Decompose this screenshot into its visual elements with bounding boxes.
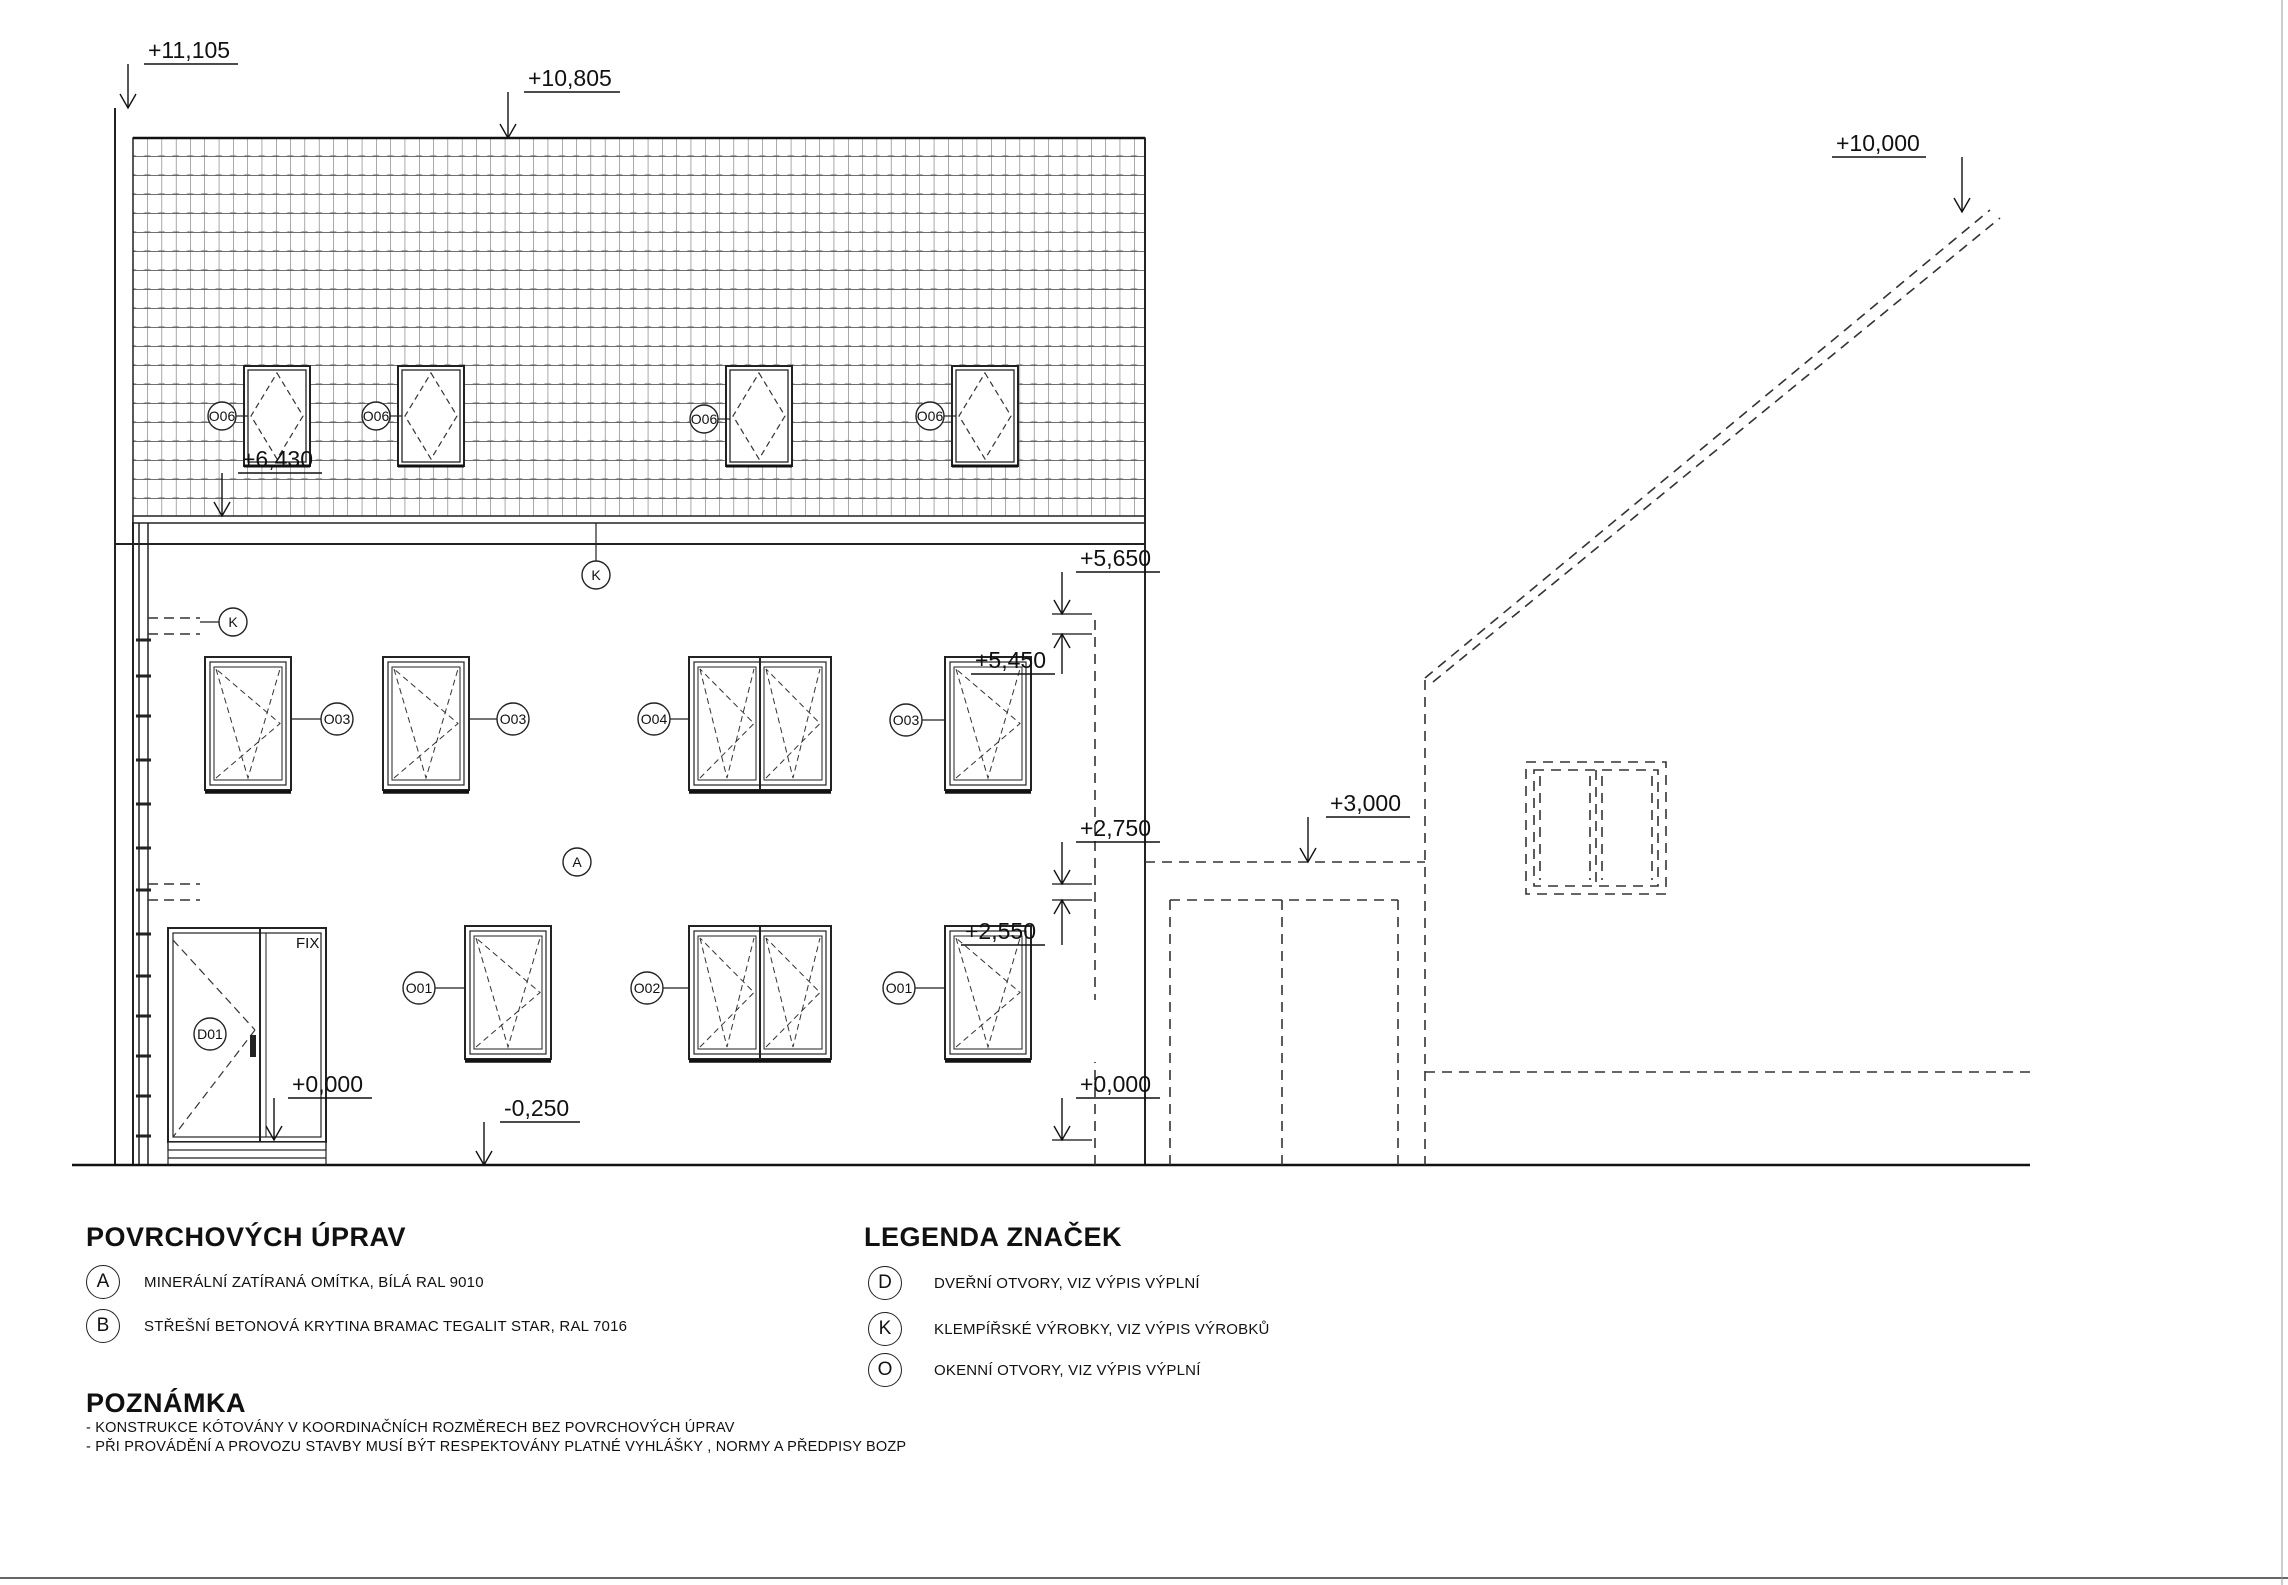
roof-window — [952, 366, 1018, 466]
svg-text:+10,000: +10,000 — [1836, 130, 1920, 156]
element-tag — [890, 704, 945, 736]
svg-text:O01: O01 — [405, 980, 433, 996]
element-tag — [194, 1018, 226, 1050]
legend-text-b: STŘEŠNÍ BETONOVÁ KRYTINA BRAMAC TEGALIT STAR, RAL 7016 — [144, 1317, 628, 1335]
level-marker — [500, 65, 620, 138]
svg-text:+0,000: +0,000 — [1080, 1071, 1151, 1097]
level-marker — [961, 900, 1070, 945]
svg-text:O06: O06 — [690, 411, 718, 427]
surface-legend-title: POVRCHOVÝCH ÚPRAV — [86, 1222, 407, 1252]
legend-key-k: K — [868, 1312, 902, 1346]
double-window — [689, 926, 831, 1061]
level-marker — [971, 634, 1070, 674]
window — [465, 926, 551, 1061]
svg-text:O03: O03 — [499, 711, 527, 727]
legend-key-o: O — [868, 1353, 902, 1387]
svg-text:+2,550: +2,550 — [965, 918, 1036, 944]
level-marker — [1300, 790, 1410, 862]
svg-text:+5,650: +5,650 — [1080, 545, 1151, 571]
legend-text-o: OKENNÍ OTVORY, VIZ VÝPIS VÝPLNÍ — [934, 1361, 1201, 1379]
symbol-legend-title: LEGENDA ZNAČEK — [864, 1222, 1123, 1252]
svg-text:O06: O06 — [208, 408, 236, 424]
legend-text-d: DVEŘNÍ OTVORY, VIZ VÝPIS VÝPLNÍ — [934, 1274, 1200, 1292]
element-tag — [638, 703, 689, 735]
svg-text:+0,000: +0,000 — [292, 1071, 363, 1097]
fix-label: FIX — [296, 935, 320, 952]
legend-key-d: D — [868, 1266, 902, 1300]
element-tag — [883, 972, 945, 1004]
svg-text:-0,250: -0,250 — [504, 1095, 570, 1121]
entrance-door — [168, 928, 326, 1165]
svg-text:O06: O06 — [362, 408, 390, 424]
svg-text:O01: O01 — [885, 980, 913, 996]
svg-text:+11,105: +11,105 — [148, 37, 231, 63]
svg-text:+3,000: +3,000 — [1330, 790, 1401, 816]
svg-text:O04: O04 — [640, 711, 668, 727]
svg-text:+6,430: +6,430 — [242, 446, 313, 472]
svg-text:+5,450: +5,450 — [975, 647, 1046, 673]
svg-text:K: K — [591, 567, 601, 583]
svg-text:O03: O03 — [892, 712, 920, 728]
note-title: POZNÁMKA — [86, 1388, 246, 1418]
roof-window — [398, 366, 464, 466]
element-tag — [403, 972, 465, 1004]
element-tag — [469, 703, 529, 735]
window — [205, 657, 291, 792]
window — [945, 926, 1031, 1061]
legend-text-a: MINERÁLNÍ ZATÍRANÁ OMÍTKA, BÍLÁ RAL 9010 — [144, 1273, 484, 1291]
level-marker — [1832, 130, 1970, 212]
legend-key-a: A — [86, 1265, 120, 1299]
gutter — [133, 516, 1145, 523]
roof-window — [726, 366, 792, 466]
window — [945, 657, 1031, 792]
svg-text:+2,750: +2,750 — [1080, 815, 1151, 841]
window — [383, 657, 469, 792]
svg-text:D01: D01 — [197, 1026, 223, 1042]
svg-text:O03: O03 — [323, 711, 351, 727]
adjacent-building — [1095, 210, 2030, 1165]
element-tag — [631, 972, 689, 1004]
svg-text:K: K — [228, 614, 238, 630]
note-line-2: - PŘI PROVÁDĚNÍ A PROVOZU STAVBY MUSÍ BÝT RESPEKTOVÁNY PLATNÉ VYHLÁŠKY , NORMY A PŘEDPISY BOZP — [86, 1439, 907, 1455]
svg-text:+10,805: +10,805 — [528, 65, 612, 91]
element-tag — [291, 703, 353, 735]
note-line-1: - KONSTRUKCE KÓTOVÁNY V KOORDINAČNÍCH ROZMĚRECH BEZ POVRCHOVÝCH ÚPRAV — [86, 1420, 735, 1436]
svg-text:O06: O06 — [916, 408, 944, 424]
svg-text:A: A — [572, 854, 582, 870]
legend-text-k: KLEMPÍŘSKÉ VÝROBKY, VIZ VÝPIS VÝROBKŮ — [934, 1320, 1270, 1338]
level-marker — [120, 37, 238, 108]
svg-text:O02: O02 — [633, 980, 661, 996]
door-handle — [250, 1035, 256, 1057]
element-tag — [582, 561, 610, 589]
element-tag — [563, 848, 591, 876]
double-window — [689, 657, 831, 792]
level-marker — [476, 1095, 580, 1165]
element-tag — [200, 608, 247, 636]
legend-key-b: B — [86, 1309, 120, 1343]
